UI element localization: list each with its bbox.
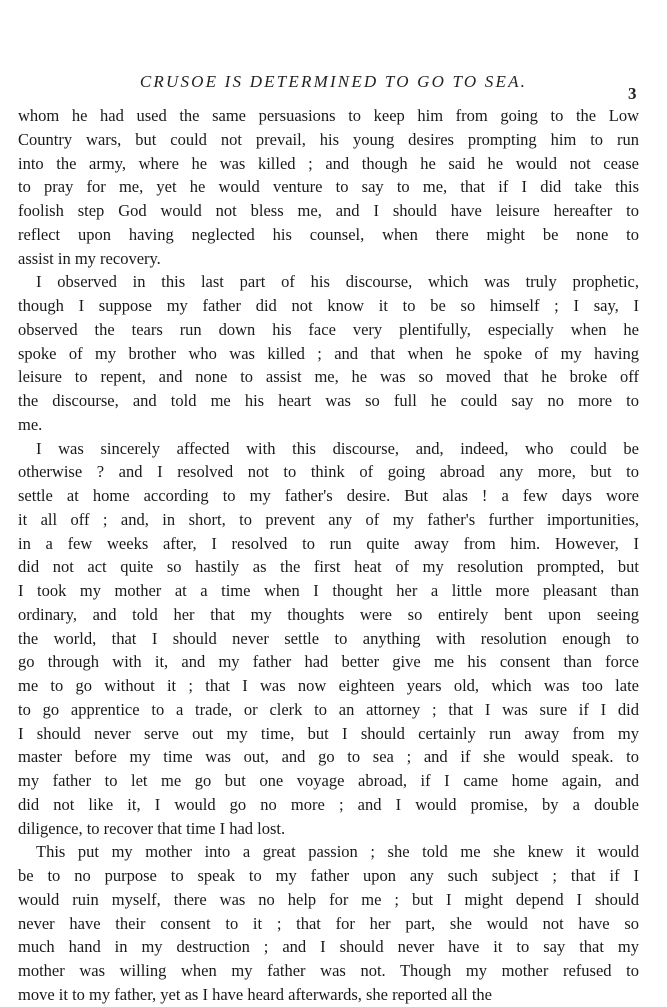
- text-line: leisure to repent, and none to assist me, he was so moved that he broke off: [18, 367, 639, 387]
- text-line: much hand in my destruction ; and I should never have it to say that my: [18, 937, 639, 957]
- page-number: 3: [628, 84, 637, 103]
- text-line: be to no purpose to speak to my father upon any such subject ; that if I: [18, 866, 639, 885]
- body-text: [18, 104, 639, 1007]
- text-line: it all off ; and, in short, to prevent any of my father's further importunities,: [18, 509, 639, 529]
- text-line: ordinary, and told her that my thoughts were so entirely bent upon seeing: [18, 604, 639, 624]
- text-line: move it to my father, yet as I have heard afterwards, she reported all the: [18, 984, 492, 1004]
- text-line: Country wars, but could not prevail, his young desires prompting him to run: [18, 129, 639, 149]
- text-line: observed the tears run down his face very plentifully, especially when he: [18, 319, 639, 339]
- text-line: whom he had used the same persuasions to keep him from going to the Low: [18, 106, 639, 125]
- text-line: my father to let me go but one voyage abroad, if I came home again, and: [18, 771, 639, 790]
- text-line: the discourse, and told me his heart was so full he could say no more to: [18, 391, 639, 410]
- text-line: diligence, to recover that time I had lost.: [18, 818, 286, 838]
- text-line: the world, that I should never settle to anything with resolution enough to: [18, 628, 639, 648]
- text-line: I should never serve out my time, but I should certainly run away from my: [18, 723, 639, 743]
- text-line: I was sincerely affected with this discourse, and, indeed, who could be: [36, 438, 639, 458]
- text-line: master before my time was out, and go to sea ; and if she would speak. to: [18, 747, 639, 767]
- paragraph: [18, 437, 639, 841]
- text-line: me.: [18, 414, 43, 434]
- text-line: would ruin myself, there was no help for me ; but I might depend I should: [18, 889, 639, 909]
- text-line: me to go without it ; that I was now eighteen years old, which was too late: [18, 676, 639, 695]
- text-line: reflect upon having neglected his counsel, when there might be none to: [18, 224, 639, 244]
- text-line: I took my mother at a time when I thought her a little more pleasant than: [18, 581, 639, 600]
- text-line: to go apprentice to a trade, or clerk to an attorney ; that I was sure if I did: [18, 699, 639, 719]
- text-line: did not act quite so hastily as the first heat of my resolution prompted, but: [18, 557, 639, 577]
- text-line: This put my mother into a great passion ; she told me she knew it would: [36, 842, 639, 862]
- text-line: into the army, where he was killed ; and though he said he would not cease: [18, 153, 639, 173]
- text-line: though I suppose my father did not know it to be so himself ; I say, I: [18, 296, 639, 315]
- paragraph: [18, 104, 639, 270]
- text-line: I observed in this last part of his discourse, which was truly prophetic,: [36, 272, 639, 292]
- text-line: mother was willing when my father was not. Though my mother refused to: [18, 961, 639, 980]
- text-line: in a few weeks after, I resolved to run quite away from him. However, I: [18, 533, 639, 553]
- paragraph: [18, 270, 639, 436]
- text-line: spoke of my brother who was killed ; and that when he spoke of my having: [18, 343, 639, 363]
- text-line: did not like it, I would go no more ; and I would promise, by a double: [18, 794, 639, 814]
- text-line: settle at home according to my father's desire. But alas ! a few days wore: [18, 486, 639, 505]
- text-line: foolish step God would not bless me, and I should have leisure hereafter to: [18, 201, 639, 220]
- running-head: CRUSOE IS DETERMINED TO GO TO SEA.: [139, 72, 528, 91]
- text-line: never have their consent to it ; that for her part, she would not have so: [18, 913, 639, 933]
- paragraph: [18, 840, 639, 1006]
- text-line: otherwise ? and I resolved not to think of going abroad any more, but to: [18, 462, 639, 482]
- text-line: assist in my recovery.: [18, 248, 161, 268]
- text-line: to pray for me, yet he would venture to say to me, that if I did take this: [18, 177, 639, 197]
- text-line: go through with it, and my father had better give me his consent than force: [18, 652, 639, 672]
